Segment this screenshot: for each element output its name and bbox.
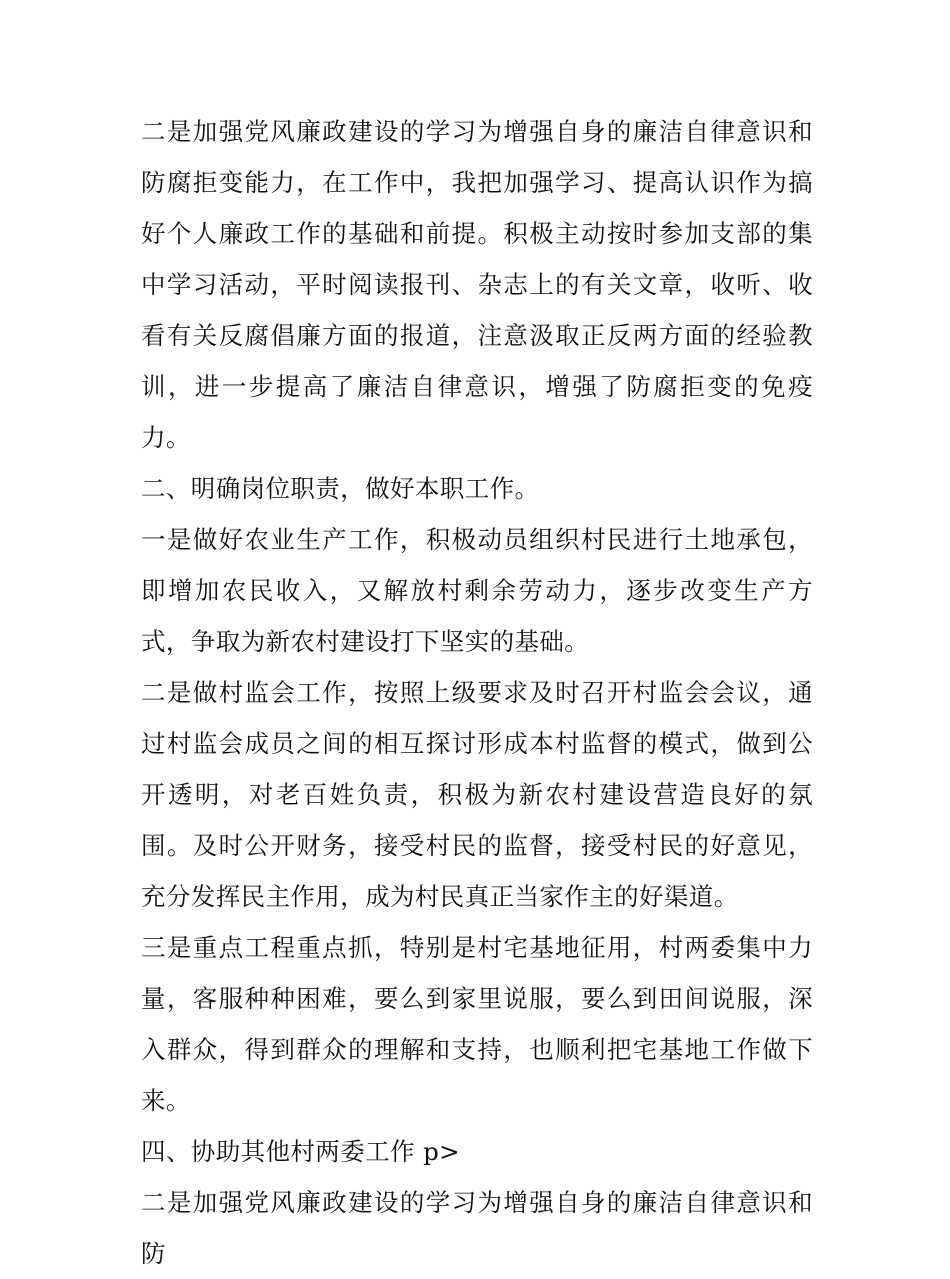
paragraph-party-study-repeat: 二是加强党风廉政建设的学习为增强自身的廉洁自律意识和防 bbox=[141, 1188, 813, 1268]
paragraph-agriculture: 一是做好农业生产工作，积极动员组织村民进行土地承包，即增加农民收入，又解放村剩余劳动力，逐步改变生产方式，争取为新农村建设打下坚实的基础。 bbox=[141, 525, 813, 656]
document-body bbox=[141, 106, 813, 1279]
heading-job-duties: 二、明确岗位职责，做好本职工作。 bbox=[141, 474, 540, 503]
paragraph-party-study: 二是加强党风廉政建设的学习为增强自身的廉洁自律意识和防腐拒变能力，在工作中，我把加强学习、提高认识作为搞好个人廉政工作的基础和前提。积极主动按时参加支部的集中学习活动，平时阅读报刊、杂志上的有关文章，收听、收看有关反腐倡廉方面的报道，注意汲取正反两方面的经验教训，进一步提高了廉洁自律意识，增强了防腐拒变的免疫力。 bbox=[141, 117, 813, 452]
paragraph-village-supervision: 二是做村监会工作，按照上级要求及时召开村监会会议，通过村监会成员之间的相互探讨形成本村监督的模式，做到公开透明，对老百姓负责，积极为新农村建设营造良好的氛围。及时公开财务，接受村民的监督，接受村民的好意见，充分发挥民主作用，成为村民真正当家作主的好渠道。 bbox=[141, 678, 813, 911]
heading-assist-committee: 四、协助其他村两委工作 p> bbox=[141, 1137, 461, 1166]
paragraph-key-projects: 三是重点工程重点抓，特别是村宅基地征用，村两委集中力量，客服种种困难，要么到家里说服，要么到田间说服，深入群众，得到群众的理解和支持，也顺利把宅基地工作做下来。 bbox=[141, 933, 813, 1115]
